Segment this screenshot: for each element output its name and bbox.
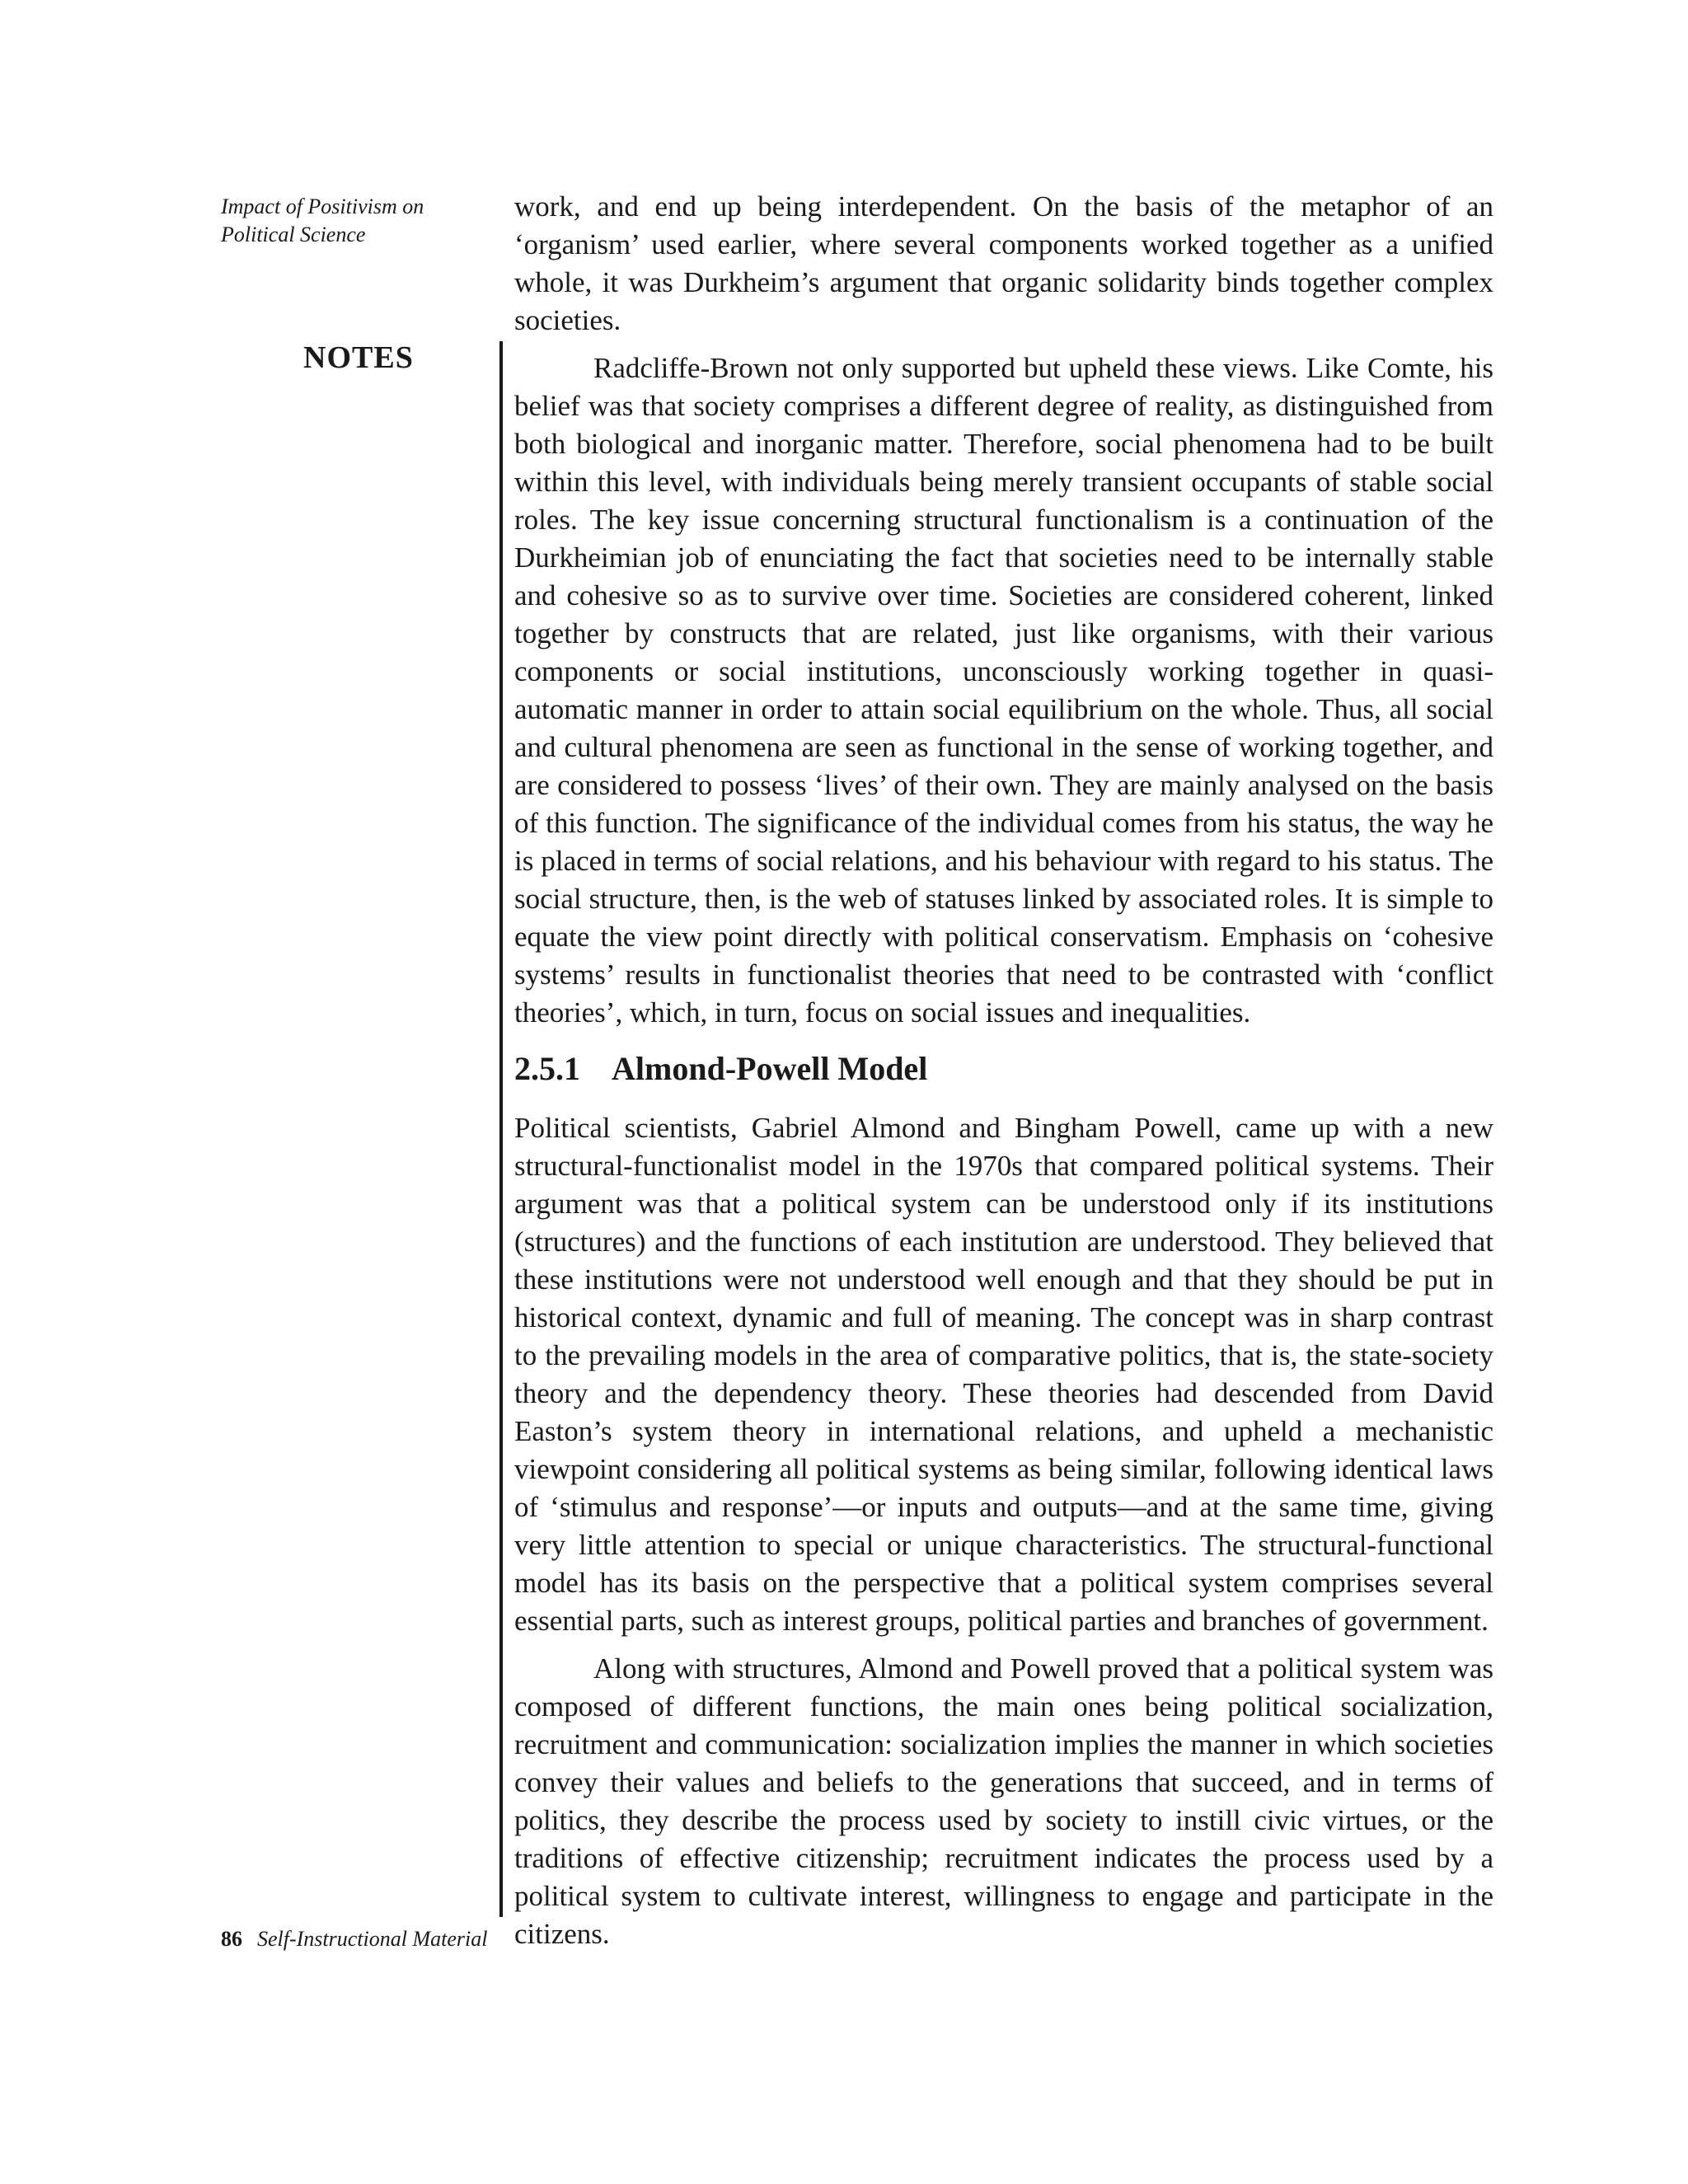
running-head	[221, 193, 501, 249]
footer-label: Self-Instructional Material	[257, 1927, 488, 1951]
paragraph-almond-powell-intro: Political scientists, Gabriel Almond and Bingham Powell, came up with a new structural-functionalist model in the 1970s that compared political systems. Their argument was that a political system can be understood only if its institutions (structures) and the functions of each institution are understood. They believed that these institutions were not understood well enough and that they should be put in historical context, dynamic and full of meaning. The concept was in sharp contrast to the prevailing models in the area of comparative politics, that is, the state-society theory and the dependency theory. These theories had descended from David Easton’s system theory in international relations, and upheld a mechanistic viewpoint considering all political systems as being similar, following identical laws of ‘stimulus and response’—or inputs and outputs—and at the same time, giving very little attention to special or unique characteristics. The structural-functional model has its basis on the perspective that a political system comprises several essential parts, such as interest groups, political parties and branches of government.	[514, 1112, 1493, 1637]
section-number: 2.5.1	[514, 1050, 580, 1087]
paragraph-functions: Along with structures, Almond and Powell proved that a political system was composed of different functions, the main ones being political socialization, recruitment and communication: socialization implies the manner in which societies convey their values and beliefs to the generations that succeed, and in terms of politics, they describe the process used by society to instill civic virtues, or the traditions of effective citizenship; recruitment indicates the process used by a political system to cultivate interest, willingness to engage and participate in the citizens.	[514, 1652, 1493, 1950]
section-heading	[514, 1048, 1493, 1090]
notes-label: NOTES	[303, 340, 414, 375]
margin-rule	[499, 341, 503, 1917]
page-footer	[221, 1925, 487, 1953]
paragraph-continuation: work, and end up being interdependent. On the basis of the metaphor of an ‘organism’ used earlier, where several components worked together as a unified whole, it was Durkheim’s argument that organic solidarity binds together complex societies.	[514, 190, 1493, 336]
running-head-line-2: Political Science	[221, 223, 366, 246]
main-text-column	[514, 188, 1493, 1953]
paragraph-radcliffe-brown: Radcliffe-Brown not only supported but upheld these views. Like Comte, his belief was that society comprises a different degree of reality, as distinguished from both biological and inorganic matter. Therefore, social phenomena had to be built within this level, with individuals being merely transient occupants of stable social roles. The key issue concerning structural functionalism is a continuation of the Durkheimian job of enunciating the fact that societies need to be internally stable and cohesive so as to survive over time. Societies are considered coherent, linked together by constructs that are related, just like organisms, with their various components or social institutions, unconsciously working together in quasi-automatic manner in order to attain social equilibrium on the whole. Thus, all social and cultural phenomena are seen as functional in the sense of working together, and are considered to possess ‘lives’ of their own. They are mainly analysed on the basis of this function. The significance of the individual comes from his status, the way he is placed in terms of social relations, and his behaviour with regard to his status. The social structure, then, is the web of statuses linked by associated roles. It is simple to equate the view point directly with political conservatism. Emphasis on ‘cohesive systems’ results in functionalist theories that need to be contrasted with ‘conflict theories’, which, in turn, focus on social issues and inequalities.	[514, 352, 1493, 1029]
page-number: 86	[221, 1927, 242, 1951]
section-title: Almond-Powell Model	[612, 1050, 928, 1087]
running-head-line-1: Impact of Positivism on	[221, 194, 424, 218]
